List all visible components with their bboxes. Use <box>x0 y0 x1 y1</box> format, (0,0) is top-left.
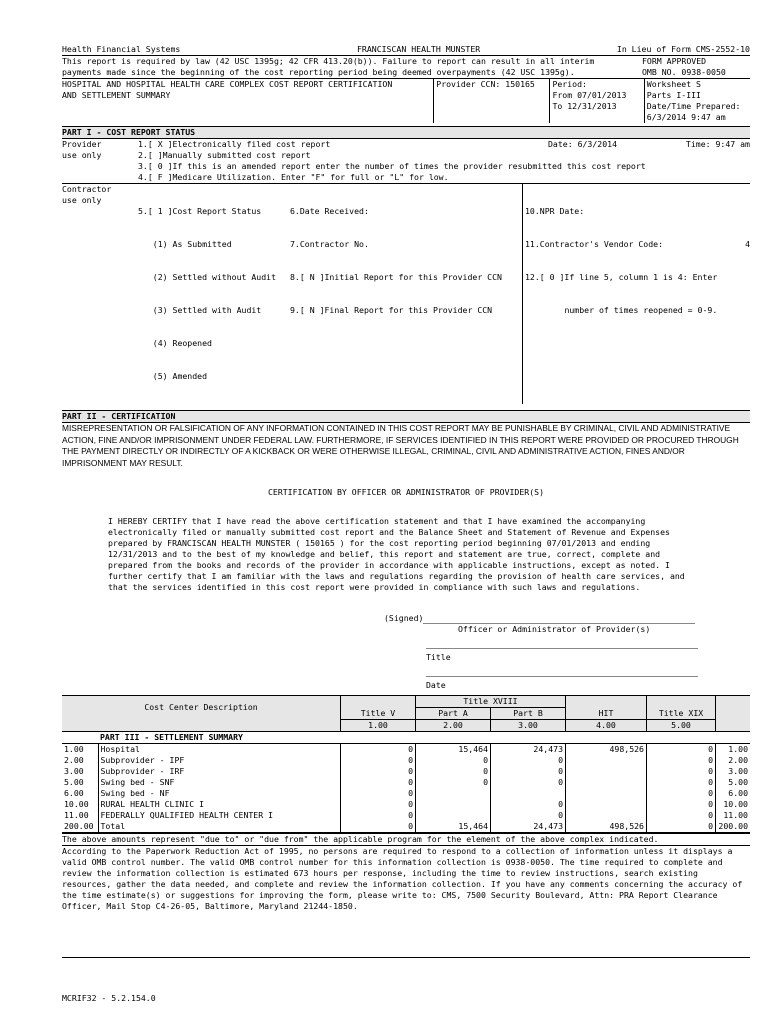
status-date: Date: 6/3/2014 <box>548 139 618 149</box>
cost-center-name: Hospital <box>98 744 341 756</box>
report-title: HOSPITAL AND HOSPITAL HEALTH CARE COMPLEX COST REPORT CERTIFICATION <box>62 79 393 89</box>
table-row <box>62 777 750 788</box>
amount-cell: 0 <box>341 777 416 788</box>
signature-field[interactable] <box>423 613 695 624</box>
header-provider-name: FRANCISCAN HEALTH MUNSTER <box>356 44 481 54</box>
amended-report-field[interactable]: 3.[ 0 ]If this is an amended report enter the number of times the provider resubmitted this cost report <box>138 161 646 171</box>
line-number: 5.00 <box>64 777 84 787</box>
line-number: 6.00 <box>64 788 84 798</box>
table-row <box>62 744 750 756</box>
amount-cell: 15,464 <box>416 821 491 833</box>
amount-cell: 0 <box>647 821 716 833</box>
amount-cell: 0 <box>647 799 716 810</box>
amount-cell: 498,526 <box>566 821 647 833</box>
amount-cell: 15,464 <box>416 744 491 756</box>
amount-cell: 0 <box>647 777 716 788</box>
certification-statement: I HEREBY CERTIFY that I have read the above certification statement and that I have examined the accompanying electronically filed or manually submitted cost report and the Balance Sheet and Statement of Revenue and Expenses prepared by FRANCISCAN HEALTH MUNSTER ( 150165 ) for the cost reporting period beginning 07/01/2013 and ending 12/31/2013 and to the best of my knowledge and belief, this report and statement are true, correct, complete and prepared from the books and records of the provider in accordance with applicable instructions, except as noted. I further certify that I am familiar with the laws and regulations regarding the provision of health care services, and that the services identified in this cost report were provided in compliance with such laws and regulations. <box>108 516 685 592</box>
amount-cell: 0 <box>647 744 716 756</box>
cost-center-name: Total <box>98 821 341 833</box>
cost-center-name: Swing bed - NF <box>98 788 341 799</box>
table-row <box>62 788 750 799</box>
cost-center-name: FEDERALLY QUALIFIED HEALTH CENTER I <box>98 810 341 821</box>
amount-cell: 0 <box>491 755 566 766</box>
contractor-fields: 6.Date Received: 7.Contractor No. 8.[ N ]Initial Report for this Provider CCN 9.[ N ]Final Report for this Provider CCN <box>290 184 523 404</box>
amount-cell: 0 <box>416 777 491 788</box>
amount-cell: 0 <box>647 766 716 777</box>
table-row <box>62 821 750 833</box>
amount-cell: 0 <box>341 766 416 777</box>
period-from: From 07/01/2013 <box>552 90 627 100</box>
header-form-id: In Lieu of Form CMS-2552-10 <box>616 44 750 54</box>
period-to: To 12/31/2013 <box>552 101 617 111</box>
page-header <box>62 44 750 55</box>
omb-number: OMB NO. 0938-0050 <box>642 67 726 77</box>
cost-report-page <box>62 44 750 912</box>
line-number: 10.00 <box>64 799 89 809</box>
col-header-description: Cost Center Description <box>144 702 258 713</box>
provider-use-section: Provider use only 1.[ X ]Electronically filed cost report Date: 6/3/2014 Time: 9:47 am 2.[ ]Manually submitted cost report 3.[ 0 ]If this is an amended report enter the number of times the provider resubmitted this cost report 4.[ F ]Medicare Utilization. Enter "F" for full or "L" for low. <box>62 139 750 182</box>
footer-rule <box>62 957 750 958</box>
date-prepared: 6/3/2014 9:47 am <box>646 112 726 122</box>
cost-report-status: 5.[ 1 ]Cost Report Status (1) As Submitted (2) Settled without Audit (3) Settled with Audit (4) Reopened (5) Amended <box>138 206 277 381</box>
settlement-note: The above amounts represent "due to" or "due from" the applicable program for the element of the above complex indicated. <box>62 833 750 845</box>
amount-cell <box>566 810 647 821</box>
provider-ccn: Provider CCN: 150165 <box>433 79 549 123</box>
col-header-title5: Title V <box>341 708 416 720</box>
period-box: Period: From 07/01/2013 To 12/31/2013 <box>549 79 643 123</box>
line-number: 200.00 <box>64 821 94 831</box>
amount-cell <box>566 766 647 777</box>
title-label: Title <box>426 652 451 662</box>
table-row <box>62 755 750 766</box>
amount-cell: 0 <box>341 744 416 756</box>
paperwork-notice: According to the Paperwork Reduction Act of 1995, no persons are required to respond to a collection of information unless it displays a valid OMB control number. The valid OMB control number for this information collection is 0938-0050. The time required to complete and review the information collection is estimated 673 hours per response, including the time to review instructions, search existing resources, gather the data needed, and complete and review the information collection. If you have any comments concerning the accuracy of the time estimate(s) or suggestions for improving the form, please write to: CMS, 7500 Security Boulevard, Attn: PRA Report Clearance Officer, Mail Stop C4-26-05, Baltimore, Maryland 21244-1850. <box>62 845 750 912</box>
line-number: 1.00 <box>716 744 751 756</box>
manually-submitted-checkbox[interactable]: 2.[ ]Manually submitted cost report <box>138 150 311 160</box>
amount-cell: 0 <box>647 810 716 821</box>
settlement-summary-table: Cost Center Description Title XVIII Title V Part A Part B HIT Title XIX 1.00 2.00 3.00 4.00 5.00 PART III - SETTLEMENT SUMMARY 1.00 Hospital 0 15,464 24,473 498,526 0 1.00 2.00 Subprovider - IPF 0 0 0 0 2.00 3.00 Subprovider - IRF 0 0 0 0 3.00 5.00 Swing bed - SNF 0 0 0 0 5.00 6.00 Swing bed - NF 0 0 6.00 10.00 RURAL HEALTH CLINIC I 0 0 0 10.00 11.00 FEDERALLY QUALIFIED HEALTH CENTER I 0 0 0 11.00 200.00 Total 0 15,464 24,473 498,526 0 200.00 <box>64 696 748 831</box>
amount-cell <box>566 788 647 799</box>
medicare-utilization-field[interactable]: 4.[ F ]Medicare Utilization. Enter "F" for full or "L" for low. <box>138 172 449 182</box>
part1-heading: PART I - COST REPORT STATUS <box>62 126 750 139</box>
amount-cell: 0 <box>341 788 416 799</box>
amount-cell: 0 <box>341 755 416 766</box>
line-number: 10.00 <box>716 799 751 810</box>
amount-cell <box>566 799 647 810</box>
line-number: 6.00 <box>716 788 751 799</box>
settlement-rows <box>62 744 750 833</box>
col-header-title19: Title XIX <box>647 708 716 720</box>
officer-label: Officer or Administrator of Provider(s) <box>458 624 651 634</box>
table-row <box>62 766 750 777</box>
amount-cell: 24,473 <box>491 744 566 756</box>
amount-cell <box>566 777 647 788</box>
notice-line-1: This report is required by law (42 USC 1395g; 42 CFR 413.20(b)). Failure to report can result in all interim FORM APPROVED <box>62 55 750 67</box>
col-header-part-b: Part B <box>491 708 566 720</box>
amount-cell <box>416 799 491 810</box>
line-number: 1.00 <box>64 744 84 754</box>
vendor-code: 4 <box>745 239 750 249</box>
amount-cell: 0 <box>647 788 716 799</box>
cost-center-name: Subprovider - IPF <box>98 755 341 766</box>
amount-cell: 24,473 <box>491 821 566 833</box>
certification-title: CERTIFICATION BY OFFICER OR ADMINISTRATOR OF PROVIDER(S) <box>267 487 545 497</box>
software-version: MCRIF32 - 5.2.154.0 <box>62 993 156 1003</box>
amount-cell: 0 <box>647 755 716 766</box>
amount-cell: 0 <box>416 755 491 766</box>
line-number: 2.00 <box>716 755 751 766</box>
line-number: 11.00 <box>64 810 89 820</box>
amount-cell: 0 <box>491 799 566 810</box>
amount-cell <box>566 755 647 766</box>
line-number: 11.00 <box>716 810 751 821</box>
amount-cell: 0 <box>491 777 566 788</box>
col-header-title18: Title XVIII <box>416 696 566 708</box>
amount-cell: 0 <box>341 799 416 810</box>
title-field[interactable] <box>426 648 698 649</box>
amount-cell <box>416 788 491 799</box>
electronically-filed-checkbox[interactable]: 1.[ X ]Electronically filed cost report <box>138 139 331 149</box>
part3-heading: PART III - SETTLEMENT SUMMARY <box>100 732 243 742</box>
cost-center-name: RURAL HEALTH CLINIC I <box>98 799 341 810</box>
amount-cell: 0 <box>341 821 416 833</box>
line-number: 2.00 <box>64 755 84 765</box>
misrepresentation-warning: MISREPRESENTATION OR FALSIFICATION OF ANY INFORMATION CONTAINED IN THIS COST REPORT MAY BE PUNISHABLE BY CRIMINAL, CIVIL AND ADMINISTRATIVE ACTION, FINE AND/OR IMPRISONMENT UNDER FEDERAL LAW. FURTHERMORE, IF SERVICES IDENTIFIED IN THIS REPORT WERE PROVIDED OR PROCURED THROUGH THE PAYMENT DIRECTLY OR INDIRECTLY OF A KICKBACK OR WERE OTHERWISE ILLEGAL, CRIMINAL, CIVIL AND ADMINISTRATIVE ACTION, FINES AND/OR IMPRISONMENT MAY RESULT. <box>62 423 739 468</box>
status-time: Time: 9:47 am <box>685 139 750 149</box>
date-label: Date <box>426 680 446 690</box>
contractor-use-section: Contractor use only 5.[ 1 ]Cost Report Status (1) As Submitted (2) Settled without Audit (3) Settled with Audit (4) Reopened (5) Amended 6.Date Received: 7.Contractor No. 8.[ N ]Initial Report for this Provider CCN 9.[ N ]Final Report for this Provider CCN 10.NPR Date: 11.Contractor's Vendor Code: 4 12.[ 0 ]If line 5, column 1 is 4: Enter number of times reopened = 0-9. <box>62 183 750 404</box>
date-field[interactable] <box>426 676 698 677</box>
amount-cell: 0 <box>341 810 416 821</box>
signature-block: (Signed) <box>384 613 750 624</box>
amount-cell: 498,526 <box>566 744 647 756</box>
cost-center-name: Swing bed - SNF <box>98 777 341 788</box>
cost-center-name: Subprovider - IRF <box>98 766 341 777</box>
worksheet-box: Worksheet S Parts I-III Date/Time Prepared: 6/3/2014 9:47 am <box>644 79 750 123</box>
line-number: 5.00 <box>716 777 751 788</box>
form-approved: FORM APPROVED <box>642 56 707 66</box>
line-number: 3.00 <box>64 766 84 776</box>
amount-cell: 0 <box>491 766 566 777</box>
col-header-part-a: Part A <box>416 708 491 720</box>
line-number: 3.00 <box>716 766 751 777</box>
header-system-name: Health Financial Systems <box>62 44 181 54</box>
table-row <box>62 810 750 821</box>
worksheet-label: Worksheet S <box>646 79 701 89</box>
amount-cell <box>416 810 491 821</box>
col-header-hit: HIT <box>566 708 647 720</box>
line-number: 200.00 <box>716 821 751 833</box>
title-block: HOSPITAL AND HOSPITAL HEALTH CARE COMPLEX COST REPORT CERTIFICATION AND SETTLEMENT SUMMARY Provider CCN: 150165 Period: From 07/01/2013 To 12/31/2013 Worksheet S Parts I-III Date/Time Prepared: 6/3/2014 9:47 am <box>62 78 750 123</box>
amount-cell <box>491 788 566 799</box>
amount-cell: 0 <box>491 810 566 821</box>
table-row <box>62 799 750 810</box>
amount-cell: 0 <box>416 766 491 777</box>
npr-fields: 10.NPR Date: 11.Contractor's Vendor Code: 4 12.[ 0 ]If line 5, column 1 is 4: Enter number of times reopened = 0-9. <box>525 206 750 315</box>
notice-line-2: payments made since the beginning of the cost reporting period being deemed overpayments (42 USC 1395g). OMB NO. 0938-0050 <box>62 67 750 78</box>
part2-heading: PART II - CERTIFICATION <box>62 410 750 423</box>
